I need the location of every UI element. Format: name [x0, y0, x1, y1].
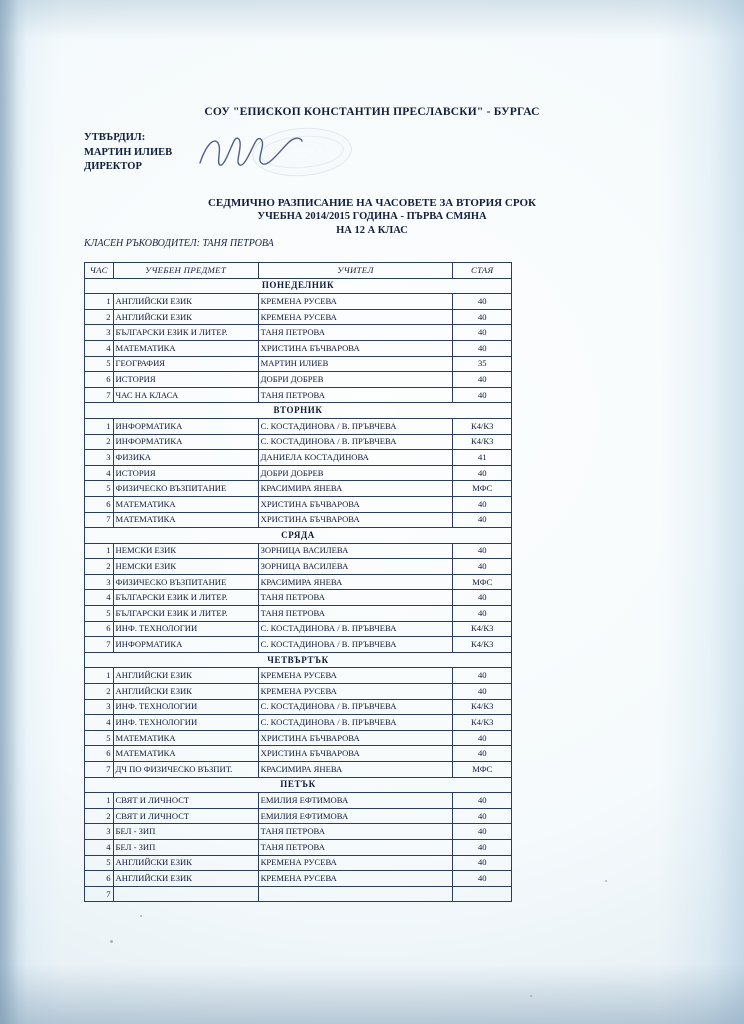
lesson-subject: ГЕОГРАФИЯ: [113, 356, 258, 372]
lesson-teacher: ДОБРИ ДОБРЕВ: [258, 372, 453, 388]
lesson-subject: АНГЛИЙСКИ ЕЗИК: [113, 294, 258, 310]
lesson-subject: ФИЗИЧЕСКО ВЪЗПИТАНИЕ: [113, 574, 258, 590]
table-row: [85, 590, 512, 606]
lesson-teacher: ТАНЯ ПЕТРОВА: [258, 606, 453, 622]
day-header-row: [85, 278, 512, 294]
lesson-subject: ИСТОРИЯ: [113, 372, 258, 388]
lesson-subject: ДЧ ПО ФИЗИЧЕСКО ВЪЗПИТ.: [113, 762, 258, 778]
lesson-room: К4/К3: [453, 434, 512, 450]
lesson-teacher: С. КОСТАДИНОВА / В. ПРЪВЧЕВА: [258, 699, 453, 715]
lesson-hour: 3: [85, 325, 114, 341]
lesson-teacher: ЗОРНИЦА ВАСИЛЕВА: [258, 543, 453, 559]
lesson-room: 40: [453, 372, 512, 388]
lesson-room: 41: [453, 450, 512, 466]
table-row: [85, 730, 512, 746]
title-line-1: СЕДМИЧНО РАЗПИСАНИЕ НА ЧАСОВЕТЕ ЗА ВТОРИЯ СРОК: [207, 197, 537, 209]
lesson-room: 40: [453, 340, 512, 356]
lesson-room: 40: [453, 543, 512, 559]
lesson-hour: 3: [85, 699, 114, 715]
table-row: [85, 543, 512, 559]
lesson-room: 40: [453, 855, 512, 871]
lesson-hour: 2: [85, 559, 114, 575]
table-row: [85, 715, 512, 731]
lesson-hour: 7: [85, 762, 114, 778]
lesson-teacher: КРАСИМИРА ЯНЕВА: [258, 574, 453, 590]
lesson-room: К4/К3: [453, 699, 512, 715]
table-row: [85, 637, 512, 653]
lesson-hour: 6: [85, 746, 114, 762]
lesson-room: 40: [453, 294, 512, 310]
school-title: СОУ "ЕПИСКОП КОНСТАНТИН ПРЕСЛАВСКИ" - БУРГАС: [204, 106, 540, 118]
table-row: [85, 309, 512, 325]
schedule-table: [84, 262, 512, 902]
lesson-room: К4/К3: [453, 418, 512, 434]
lesson-hour: 1: [85, 668, 114, 684]
lesson-hour: 6: [85, 372, 114, 388]
table-row: [85, 606, 512, 622]
approver-role: ДИРЕКТОР: [84, 161, 142, 172]
table-row: [85, 465, 512, 481]
lesson-room: 40: [453, 871, 512, 887]
lesson-room: 40: [453, 684, 512, 700]
lesson-hour: 7: [85, 387, 114, 403]
table-row: [85, 793, 512, 809]
lesson-room: 40: [453, 559, 512, 575]
lesson-subject: СВЯТ И ЛИЧНОСТ: [113, 793, 258, 809]
lesson-subject: ИНФ. ТЕХНОЛОГИИ: [113, 715, 258, 731]
lesson-hour: 7: [85, 512, 114, 528]
lesson-hour: 4: [85, 839, 114, 855]
lesson-teacher: КРЕМЕНА РУСЕВА: [258, 309, 453, 325]
lesson-hour: 7: [85, 637, 114, 653]
lesson-teacher: [258, 886, 453, 902]
lesson-subject: ИНФОРМАТИКА: [113, 434, 258, 450]
lesson-teacher: ХРИСТИНА БЪЧВАРОВА: [258, 496, 453, 512]
lesson-subject: ФИЗИЧЕСКО ВЪЗПИТАНИЕ: [113, 481, 258, 497]
approval-label: УТВЪРДИЛ:: [84, 132, 146, 143]
lesson-teacher: ДОБРИ ДОБРЕВ: [258, 465, 453, 481]
lesson-hour: 5: [85, 855, 114, 871]
lesson-room: 40: [453, 325, 512, 341]
lesson-hour: 5: [85, 606, 114, 622]
lesson-hour: 5: [85, 730, 114, 746]
lesson-teacher: ТАНЯ ПЕТРОВА: [258, 590, 453, 606]
lesson-subject: БЪЛГАРСКИ ЕЗИК И ЛИТЕР.: [113, 606, 258, 622]
table-header-row: [85, 263, 512, 279]
lesson-teacher: КРЕМЕНА РУСЕВА: [258, 684, 453, 700]
document-title: [0, 196, 744, 238]
table-row: [85, 294, 512, 310]
lesson-room: 40: [453, 590, 512, 606]
lesson-subject: [113, 886, 258, 902]
lesson-teacher: КРЕМЕНА РУСЕВА: [258, 668, 453, 684]
lesson-room: 40: [453, 512, 512, 528]
lesson-subject: МАТЕМАТИКА: [113, 496, 258, 512]
schedule-table-body: [85, 278, 512, 902]
lesson-room: 40: [453, 808, 512, 824]
day-name: ПЕТЪК: [85, 777, 512, 793]
lesson-teacher: КРЕМЕНА РУСЕВА: [258, 871, 453, 887]
column-header-teacher: УЧИТЕЛ: [258, 263, 453, 279]
table-row: [85, 839, 512, 855]
table-row: [85, 746, 512, 762]
table-row: [85, 356, 512, 372]
lesson-hour: 5: [85, 356, 114, 372]
lesson-subject: ИНФОРМАТИКА: [113, 418, 258, 434]
lesson-room: К4/К3: [453, 621, 512, 637]
lesson-hour: 3: [85, 450, 114, 466]
lesson-subject: МАТЕМАТИКА: [113, 512, 258, 528]
lesson-room: 40: [453, 839, 512, 855]
lesson-teacher: С. КОСТАДИНОВА / В. ПРЪВЧЕВА: [258, 418, 453, 434]
lesson-hour: 5: [85, 481, 114, 497]
day-name: СРЯДА: [85, 528, 512, 544]
lesson-teacher: ЕМИЛИЯ ЕФТИМОВА: [258, 793, 453, 809]
table-row: [85, 496, 512, 512]
lesson-teacher: ХРИСТИНА БЪЧВАРОВА: [258, 340, 453, 356]
table-row: [85, 559, 512, 575]
lesson-hour: 2: [85, 808, 114, 824]
lesson-subject: НЕМСКИ ЕЗИК: [113, 559, 258, 575]
lesson-room: К4/К3: [453, 715, 512, 731]
lesson-teacher: ХРИСТИНА БЪЧВАРОВА: [258, 512, 453, 528]
lesson-teacher: ТАНЯ ПЕТРОВА: [258, 824, 453, 840]
day-header-row: [85, 403, 512, 419]
lesson-room: [453, 886, 512, 902]
lesson-subject: ИНФ. ТЕХНОЛОГИИ: [113, 699, 258, 715]
day-name: ВТОРНИК: [85, 403, 512, 419]
lesson-room: К4/К3: [453, 637, 512, 653]
table-row: [85, 418, 512, 434]
title-line-3: НА 12 А КЛАС: [336, 225, 408, 236]
lesson-teacher: ЗОРНИЦА ВАСИЛЕВА: [258, 559, 453, 575]
lesson-teacher: С. КОСТАДИНОВА / В. ПРЪВЧЕВА: [258, 621, 453, 637]
lesson-subject: БЕЛ - ЗИП: [113, 839, 258, 855]
lesson-teacher: КРАСИМИРА ЯНЕВА: [258, 481, 453, 497]
table-row: [85, 668, 512, 684]
lesson-hour: 1: [85, 418, 114, 434]
day-name: ПОНЕДЕЛНИК: [85, 278, 512, 294]
table-row: [85, 387, 512, 403]
lesson-subject: МАТЕМАТИКА: [113, 730, 258, 746]
lesson-room: 40: [453, 746, 512, 762]
lesson-hour: 6: [85, 621, 114, 637]
lesson-subject: АНГЛИЙСКИ ЕЗИК: [113, 309, 258, 325]
lesson-teacher: С. КОСТАДИНОВА / В. ПРЪВЧЕВА: [258, 715, 453, 731]
signature-mark: [196, 129, 306, 173]
lesson-room: 40: [453, 668, 512, 684]
lesson-teacher: ТАНЯ ПЕТРОВА: [258, 325, 453, 341]
day-header-row: [85, 652, 512, 668]
table-row: [85, 574, 512, 590]
lesson-teacher: КРЕМЕНА РУСЕВА: [258, 855, 453, 871]
lesson-subject: БЪЛГАРСКИ ЕЗИК И ЛИТЕР.: [113, 590, 258, 606]
lesson-subject: МАТЕМАТИКА: [113, 340, 258, 356]
lesson-teacher: ХРИСТИНА БЪЧВАРОВА: [258, 730, 453, 746]
lesson-hour: 4: [85, 465, 114, 481]
table-row: [85, 699, 512, 715]
lesson-hour: 7: [85, 886, 114, 902]
lesson-subject: МАТЕМАТИКА: [113, 746, 258, 762]
lesson-room: 40: [453, 465, 512, 481]
table-row: [85, 340, 512, 356]
lesson-subject: СВЯТ И ЛИЧНОСТ: [113, 808, 258, 824]
lesson-teacher: С. КОСТАДИНОВА / В. ПРЪВЧЕВА: [258, 637, 453, 653]
class-teacher-line: КЛАСЕН РЪКОВОДИТЕЛ: ТАНЯ ПЕТРОВА: [84, 238, 274, 249]
table-row: [85, 824, 512, 840]
lesson-hour: 2: [85, 684, 114, 700]
lesson-subject: ЧАС НА КЛАСА: [113, 387, 258, 403]
lesson-hour: 6: [85, 871, 114, 887]
lesson-teacher: КРАСИМИРА ЯНЕВА: [258, 762, 453, 778]
table-row: [85, 621, 512, 637]
lesson-teacher: С. КОСТАДИНОВА / В. ПРЪВЧЕВА: [258, 434, 453, 450]
lesson-hour: 4: [85, 715, 114, 731]
lesson-subject: АНГЛИЙСКИ ЕЗИК: [113, 855, 258, 871]
lesson-room: 40: [453, 606, 512, 622]
lesson-room: 40: [453, 824, 512, 840]
table-row: [85, 684, 512, 700]
lesson-subject: АНГЛИЙСКИ ЕЗИК: [113, 871, 258, 887]
table-row: [85, 855, 512, 871]
lesson-teacher: ЕМИЛИЯ ЕФТИМОВА: [258, 808, 453, 824]
table-row: [85, 808, 512, 824]
lesson-hour: 3: [85, 824, 114, 840]
column-header-subject: УЧЕБЕН ПРЕДМЕТ: [113, 263, 258, 279]
approver-name: МАРТИН ИЛИЕВ: [84, 146, 173, 158]
lesson-room: 40: [453, 793, 512, 809]
lesson-hour: 6: [85, 496, 114, 512]
lesson-room: МФС: [453, 574, 512, 590]
lesson-hour: 1: [85, 793, 114, 809]
lesson-teacher: ТАНЯ ПЕТРОВА: [258, 387, 453, 403]
lesson-room: 40: [453, 496, 512, 512]
lesson-subject: НЕМСКИ ЕЗИК: [113, 543, 258, 559]
day-header-row: [85, 528, 512, 544]
lesson-subject: БЕЛ - ЗИП: [113, 824, 258, 840]
column-header-hour: ЧАС: [85, 263, 114, 279]
approval-block: [84, 131, 172, 175]
lesson-subject: ИСТОРИЯ: [113, 465, 258, 481]
table-row: [85, 372, 512, 388]
lesson-room: 35: [453, 356, 512, 372]
title-line-2: УЧЕБНА 2014/2015 ГОДИНА - ПЪРВА СМЯНА: [257, 211, 487, 222]
lesson-hour: 3: [85, 574, 114, 590]
lesson-room: 40: [453, 730, 512, 746]
lesson-teacher: МАРТИН ИЛИЕВ: [258, 356, 453, 372]
lesson-teacher: ТАНЯ ПЕТРОВА: [258, 839, 453, 855]
lesson-subject: ИНФОРМАТИКА: [113, 637, 258, 653]
table-row: [85, 762, 512, 778]
table-row: [85, 450, 512, 466]
lesson-teacher: ДАНИЕЛА КОСТАДИНОВА: [258, 450, 453, 466]
lesson-hour: 4: [85, 340, 114, 356]
day-name: ЧЕТВЪРТЪК: [85, 652, 512, 668]
lesson-hour: 2: [85, 434, 114, 450]
lesson-teacher: КРЕМЕНА РУСЕВА: [258, 294, 453, 310]
schedule-table-header: [85, 263, 512, 279]
lesson-subject: БЪЛГАРСКИ ЕЗИК И ЛИТЕР.: [113, 325, 258, 341]
table-row: [85, 871, 512, 887]
lesson-hour: 1: [85, 294, 114, 310]
lesson-hour: 2: [85, 309, 114, 325]
lesson-subject: ФИЗИКА: [113, 450, 258, 466]
lesson-room: 40: [453, 309, 512, 325]
table-row: [85, 886, 512, 902]
table-row: [85, 512, 512, 528]
lesson-subject: АНГЛИЙСКИ ЕЗИК: [113, 684, 258, 700]
lesson-room: 40: [453, 387, 512, 403]
table-row: [85, 481, 512, 497]
lesson-subject: АНГЛИЙСКИ ЕЗИК: [113, 668, 258, 684]
lesson-hour: 4: [85, 590, 114, 606]
table-row: [85, 325, 512, 341]
day-header-row: [85, 777, 512, 793]
lesson-subject: ИНФ. ТЕХНОЛОГИИ: [113, 621, 258, 637]
lesson-room: МФС: [453, 762, 512, 778]
table-row: [85, 434, 512, 450]
column-header-room: СТАЯ: [453, 263, 512, 279]
lesson-hour: 1: [85, 543, 114, 559]
lesson-teacher: ХРИСТИНА БЪЧВАРОВА: [258, 746, 453, 762]
lesson-room: МФС: [453, 481, 512, 497]
